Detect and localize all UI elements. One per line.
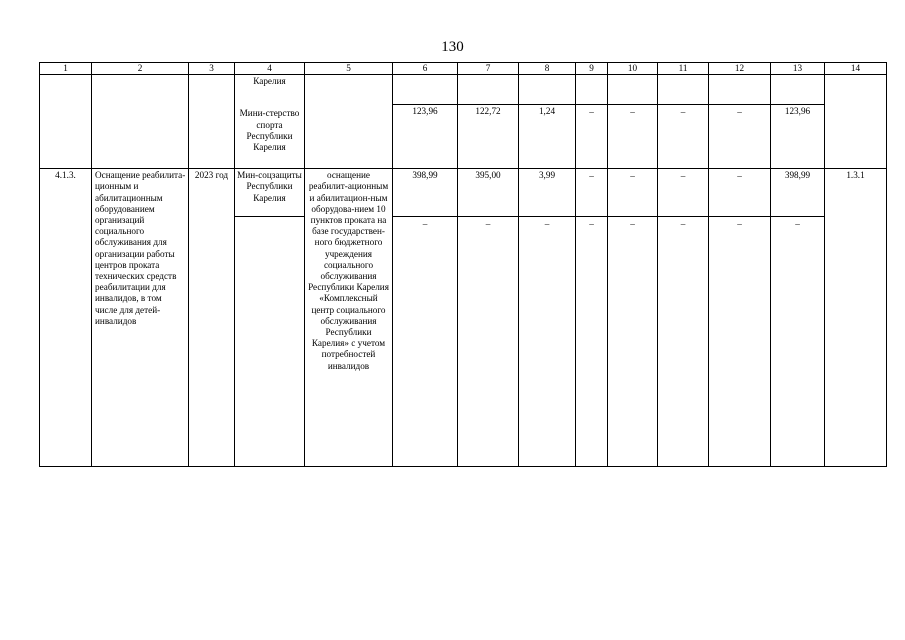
cell-c12-sport: – [709, 105, 771, 169]
cell-measure-executor: Мин-соцзащиты Республики Карелия [235, 169, 305, 217]
column-number-6: 6 [393, 63, 458, 75]
cell-measure-name: Оснащение реабилита-ционным и абилитационным оборудованием организаций социального обслуживания для организации работы центров проката технических средств реабилитации для инвалидов, в том числе для детей-инвалидов [92, 169, 189, 467]
cell-c7-blank [458, 75, 519, 105]
column-number-7: 7 [458, 63, 519, 75]
cell-c9-sub: – [576, 217, 608, 467]
cell-c11-sport: – [658, 105, 709, 169]
cell-c8-blank [519, 75, 576, 105]
cell-c11-sub: – [658, 217, 709, 467]
column-number-8: 8 [519, 63, 576, 75]
executor-region-tail: Карелия [253, 76, 286, 87]
cell-indicator-ref: 1.3.1 [825, 169, 887, 467]
cell-c7-sport: 122,72 [458, 105, 519, 169]
cell-c6-sub: – [393, 217, 458, 467]
program-measures-table [39, 62, 887, 467]
cell-c11-total: – [658, 169, 709, 217]
column-number-3: 3 [189, 63, 235, 75]
cell-year-cont [189, 75, 235, 169]
column-number-5: 5 [305, 63, 393, 75]
cell-c13-sub: – [771, 217, 825, 467]
cell-c11-blank [658, 75, 709, 105]
column-number-12: 12 [709, 63, 771, 75]
cell-c12-sub: – [709, 217, 771, 467]
page-number: 130 [441, 39, 464, 55]
cell-c13-total: 398,99 [771, 169, 825, 217]
cell-c6-total: 398,99 [393, 169, 458, 217]
cell-measure-year: 2023 год [189, 169, 235, 467]
cell-c10-sub: – [608, 217, 658, 467]
cell-c6-sport: 123,96 [393, 105, 458, 169]
column-number-11: 11 [658, 63, 709, 75]
cell-c9-blank [576, 75, 608, 105]
cell-c12-blank [709, 75, 771, 105]
cell-c10-blank [608, 75, 658, 105]
cell-c9-total: – [576, 169, 608, 217]
continuation-top-row [40, 75, 887, 105]
cell-c8-total: 3,99 [519, 169, 576, 217]
column-number-13: 13 [771, 63, 825, 75]
column-number-14: 14 [825, 63, 887, 75]
table-row-4-1-3 [40, 169, 887, 217]
column-number-2: 2 [92, 63, 189, 75]
cell-c10-total: – [608, 169, 658, 217]
cell-c14-cont [825, 75, 887, 169]
cell-measure-number: 4.1.3. [40, 169, 92, 467]
cell-c6-blank [393, 75, 458, 105]
cell-result-cont [305, 75, 393, 169]
cell-executor-cont [235, 75, 305, 169]
column-number-row [40, 63, 887, 75]
executor-ministry-sport: Мини-стерство спорта Республики Карелия [239, 108, 300, 153]
cell-c12-total: – [709, 169, 771, 217]
column-number-9: 9 [576, 63, 608, 75]
cell-c7-total: 395,00 [458, 169, 519, 217]
cell-c10-sport: – [608, 105, 658, 169]
column-number-1: 1 [40, 63, 92, 75]
cell-number-cont [40, 75, 92, 169]
column-number-10: 10 [608, 63, 658, 75]
column-number-4: 4 [235, 63, 305, 75]
cell-c8-sub: – [519, 217, 576, 467]
cell-c7-sub: – [458, 217, 519, 467]
cell-measure-result: оснащение реабилит-ационным и абилитацион-ным оборудова-нием 10 пунктов проката на базе государствен-ного бюджетного учреждения социального обслуживания Республики Карелия «Комплексный центр социального обслуживания Республики Карелия» с учетом потребностей инвалидов [305, 169, 393, 467]
cell-c8-sport: 1,24 [519, 105, 576, 169]
cell-executor-sub [235, 217, 305, 467]
cell-c13-sport: 123,96 [771, 105, 825, 169]
cell-name-cont [92, 75, 189, 169]
cell-c13-blank [771, 75, 825, 105]
cell-c9-sport: – [576, 105, 608, 169]
